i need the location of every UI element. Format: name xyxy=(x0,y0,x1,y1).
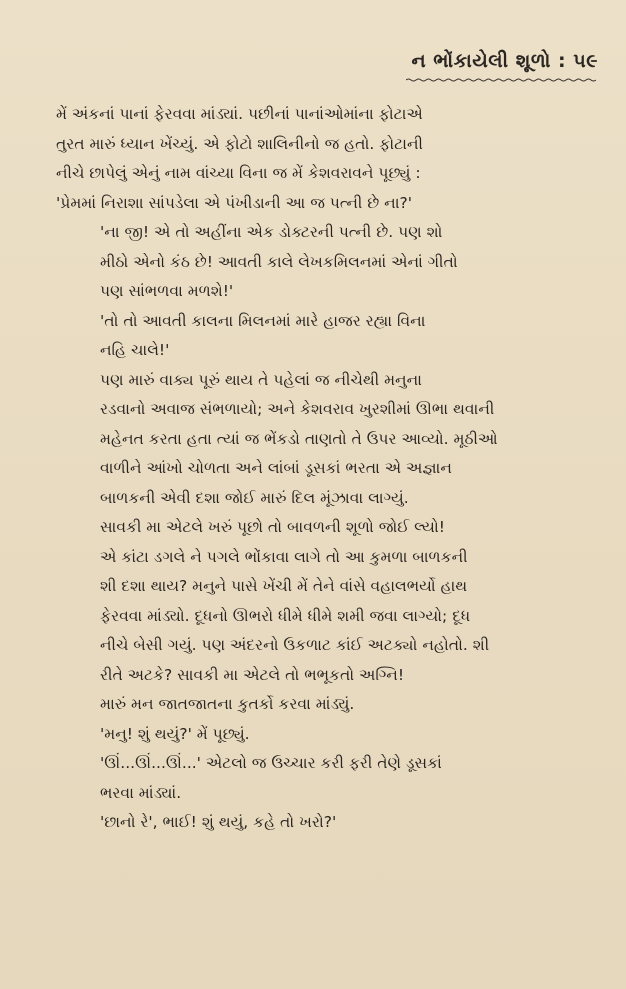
text-line: નીચે છાપેલું એનું નામ વાંચ્યા વિના જ મેં કેશવરાવને પૂછ્યું : xyxy=(56,164,421,182)
text-line: 'તો તો આવતી કાલના મિલનમાં મારે હાજર રહ્યા વિના xyxy=(100,311,426,330)
text-line: બાળકની એવી દશા જોઈ મારું દિલ મૂંઝાવા લાગ્યું. xyxy=(100,488,409,507)
paragraph xyxy=(56,513,586,690)
text-line: શી દશા થાય? મનુને પાસે ખેંચી મેં તેને વાંસે વહાલભર્યો હાથ xyxy=(100,577,468,595)
text-line: પણ સાંભળવા મળશે!' xyxy=(100,282,234,300)
paragraph xyxy=(56,720,586,750)
text-line: 'પ્રેમમાં નિરાશા સાંપડેલા એ પંખીડાની આ જ પત્ની છે ના?' xyxy=(56,193,412,212)
paragraph xyxy=(56,808,586,838)
text-line: મારું મન જાતજાતના કુતર્કો કરવા માંડ્યું. xyxy=(100,695,355,713)
text-line: મેં અંકનાં પાનાં ફેરવવા માંડ્યાં. પછીનાં પાનાંઓમાંના ફોટાએ xyxy=(56,105,423,123)
text-line: તુરત મારું ધ્યાન ખેંચ્યું. એ ફોટો શાલિનીનો જ હતો. ફોટાની xyxy=(56,134,423,153)
text-line: નીચે બેસી ગયું. પણ અંદરનો ઉકળાટ કાંઈ અટક્યો નહોતો. શી xyxy=(100,636,490,654)
text-line: ભરવા માંડ્યાં. xyxy=(100,783,182,802)
text-line: 'મનુ! શું થયું?' મેં પૂછ્યું. xyxy=(100,724,250,743)
paragraph xyxy=(56,307,586,366)
text-line: રડવાનો અવાજ સંભળાયો; અને કેશવરાવ ખુરશીમાં ઊભા થવાની xyxy=(100,400,495,418)
text-line: મીઠો એનો કંઠ છે! આવતી કાલે લેખકમિલનમાં એનાં ગીતો xyxy=(100,252,458,271)
text-line: રીતે અટકે? સાવકી મા એટલે તો ભભૂકતો અગ્નિ! xyxy=(100,665,405,684)
text-line: ફેરવવા માંડ્યો. દૂધનો ઊભરો ધીમે ધીમે શમી જવા લાગ્યો; દૂધ xyxy=(100,606,471,625)
page-body-text xyxy=(56,100,586,838)
running-header: ન ભોંકાયેલી શૂળો : ૫૯ xyxy=(411,50,598,72)
text-line: સાવકી મા એટલે ખરું પૂછો તો બાવળની શૂળો જોઈ લ્યો! xyxy=(100,518,445,536)
paragraph xyxy=(56,366,586,514)
text-line: પણ મારું વાક્ય પૂરું થાય તે પહેલાં જ નીચેથી મનુના xyxy=(100,370,422,389)
header-wavy-rule xyxy=(406,78,596,82)
text-line: વાળીને આંખો ચોળતા અને લાંબાં ડૂસકાં ભરતા એ અજ્ઞાન xyxy=(100,459,452,477)
text-line: એ કાંટા ડગલે ને પગલે ભોંકાવા લાગે તો આ કુમળા બાળકની xyxy=(100,547,468,566)
text-line: 'ના જી! એ તો અહીંના એક ડોક્ટરની પત્ની છે. પણ શો xyxy=(100,223,443,241)
paragraph xyxy=(56,749,586,808)
text-line: મહેનત કરતા હતા ત્યાં જ ભેંકડો તાણતો તે ઉપર આવ્યો. મૂઠીઓ xyxy=(100,429,498,448)
paragraph xyxy=(56,218,586,307)
paragraph xyxy=(56,690,586,720)
paragraph xyxy=(56,100,586,218)
text-line: 'ઊં...ઊં...ઊં...' એટલો જ ઉચ્ચાર કરી ફરી તેણે ડૂસકાં xyxy=(100,754,442,772)
text-line: નહિ ચાલે!' xyxy=(100,341,170,359)
text-line: 'છાનો રે', ભાઈ! શું થયું, કહે તો ખરો?' xyxy=(100,813,337,831)
